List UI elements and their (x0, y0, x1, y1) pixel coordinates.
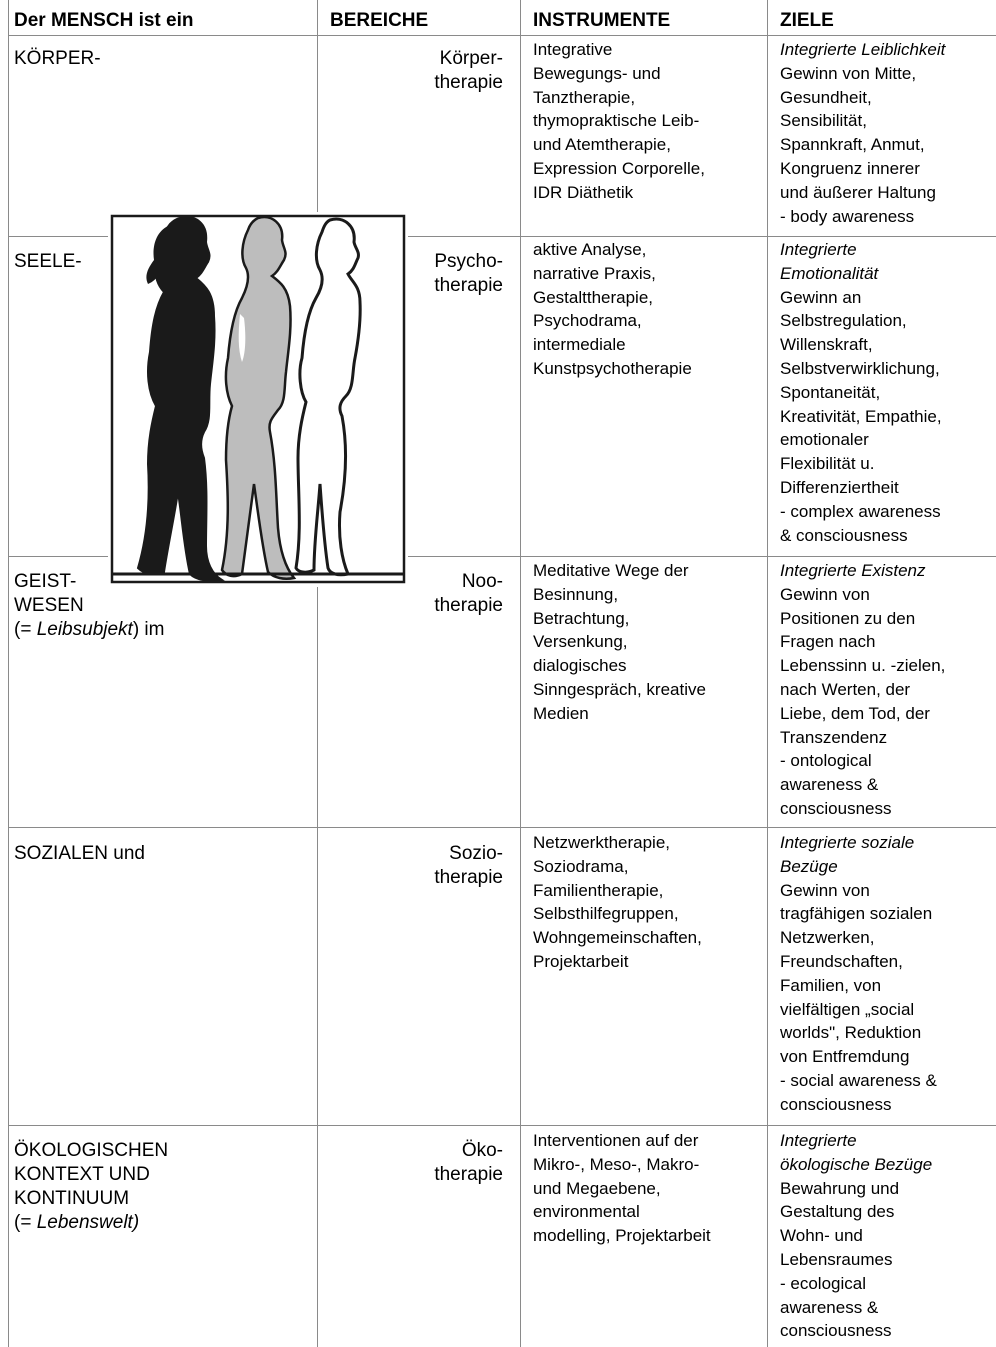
instrument-line: Gestalttherapie, (533, 287, 654, 307)
instrumente-geist (533, 559, 763, 726)
bereich-koerpertherapie (353, 47, 503, 95)
header-divider (8, 35, 996, 36)
ziel-line: Kreativität, Empathie, (780, 406, 942, 426)
ziel-line: Familien, von (780, 975, 882, 995)
col-divider-1b (317, 587, 318, 1347)
ziel-line: Spannkraft, Anmut, (780, 135, 925, 155)
mensch-sozialen (14, 842, 145, 866)
ziel-line: Netzwerken, (780, 928, 875, 948)
instrument-line: Mikro-, Meso-, Makro- (533, 1154, 700, 1174)
bereich-line: Öko- (461, 1140, 503, 1161)
instrumente-koerper (533, 38, 763, 205)
ziel-line: Freundschaften, (780, 951, 903, 971)
instrumente-oekologischen (533, 1129, 763, 1248)
mensch-extra-prefix: (= (14, 619, 37, 640)
ziel-line: Willenskraft, (780, 335, 873, 355)
ziel-title: ökologische Bezüge (780, 1154, 933, 1174)
ziel-line: consciousness (780, 1094, 892, 1114)
bereich-line: Körper- (439, 48, 503, 69)
instrument-line: Netzwerktherapie, (533, 833, 671, 852)
ziel-line: - social awareness & (780, 1070, 937, 1090)
ziel-line: Selbstverwirklichung, (780, 358, 940, 378)
ziel-line: Gestaltung des (780, 1202, 895, 1222)
instrument-line: Expression Corporelle, (533, 158, 705, 178)
ziel-line: Liebe, dem Tod, der (780, 703, 930, 723)
header-mensch: Der MENSCH ist ein (14, 10, 194, 31)
bereich-line: Sozio- (449, 843, 503, 864)
instrument-line: intermediale (533, 335, 626, 355)
ziel-line: Gewinn von (780, 584, 870, 604)
instrument-line: modelling, Projektarbeit (533, 1226, 711, 1246)
mensch-line: SOZIALEN und (14, 843, 145, 864)
ziel-title: Integrierte (780, 240, 857, 259)
bereich-line: Noo- (461, 571, 503, 592)
instrument-line: dialogisches (533, 656, 627, 676)
ziel-line: Flexibilität u. (780, 454, 875, 474)
mensch-line: WESEN (14, 595, 84, 616)
row-divider-1b (408, 236, 996, 237)
bereich-line: therapie (434, 72, 503, 93)
instrument-line: Besinnung, (533, 584, 619, 604)
mensch-extra (14, 1211, 168, 1235)
instrument-line: Wohngemeinschaften, (533, 928, 702, 948)
ziel-line: Positionen zu den (780, 608, 916, 628)
bereich-line: therapie (434, 275, 503, 296)
mensch-line: SEELE- (14, 251, 82, 272)
header-bereiche: BEREICHE (330, 10, 429, 31)
instrument-line: Projektarbeit (533, 951, 629, 971)
mensch-koerper (14, 47, 101, 71)
instrumente-sozialen (533, 831, 763, 974)
ziel-line: Gesundheit, (780, 87, 872, 107)
ziel-line: vielfältigen „social (780, 999, 915, 1019)
bereich-line: therapie (434, 1164, 503, 1185)
instrument-line: aktive Analyse, (533, 240, 647, 259)
row-divider-3 (8, 827, 996, 828)
ziele-seele (780, 238, 994, 547)
ziel-line: - ecological (780, 1273, 866, 1293)
instrument-line: und Megaebene, (533, 1178, 661, 1198)
ziel-line: Wohn- und (780, 1226, 863, 1246)
mensch-line: KONTEXT UND (14, 1164, 150, 1185)
instrument-line: Sinngespräch, kreative (533, 679, 706, 699)
instrument-line: environmental (533, 1202, 640, 1222)
mensch-extra-italic: Leibsubjekt (36, 619, 133, 640)
ziel-line: awareness & (780, 775, 879, 795)
instrumente-seele (533, 238, 763, 381)
white-silhouette (296, 219, 360, 575)
bereich-line: therapie (434, 595, 503, 616)
ziel-line: Fragen nach (780, 632, 876, 652)
ziel-title: Integrierte (780, 1131, 857, 1150)
bereich-soziotherapie (353, 842, 503, 890)
mensch-extra-suffix: ) im (132, 619, 165, 640)
instrument-line: Psychodrama, (533, 311, 642, 331)
ziel-line: tragfähigen sozialen (780, 904, 933, 924)
ziel-line: - complex awareness (780, 501, 941, 521)
ziel-line: & consciousness (780, 525, 908, 545)
instrument-line: Kunstpsychotherapie (533, 358, 692, 378)
ziel-line: Gewinn an (780, 287, 862, 307)
instrument-line: Interventionen auf der (533, 1131, 699, 1150)
ziel-line: Kongruenz innerer (780, 158, 920, 178)
instrument-line: Integrative (533, 40, 613, 59)
ziel-line: consciousness (780, 1321, 892, 1341)
ziel-line: Selbstregulation, (780, 311, 907, 331)
ziel-line: Sensibilität, (780, 111, 867, 131)
mensch-line: GEIST- (14, 571, 77, 592)
instrument-line: thymopraktische Leib- (533, 111, 700, 131)
ziel-line: Bewahrung und (780, 1178, 900, 1198)
ziel-title: Bezüge (780, 856, 838, 876)
mensch-extra-italic: Lebenswelt) (36, 1212, 140, 1233)
ziel-title: Emotionalität (780, 263, 879, 283)
left-border (8, 0, 9, 1347)
ziel-line: Lebensraumes (780, 1249, 893, 1269)
mensch-line: ÖKOLOGISCHEN (14, 1140, 169, 1161)
mensch-extra (14, 618, 164, 642)
ziel-line: - body awareness (780, 206, 915, 226)
ziel-line: worlds", Reduktion (780, 1023, 922, 1043)
grey-silhouette (222, 217, 294, 579)
ziel-line: awareness & (780, 1297, 879, 1317)
ziel-line: Transzendenz (780, 727, 888, 747)
col-divider-2 (520, 0, 521, 1347)
ziel-line: emotionaler (780, 430, 869, 450)
ziel-title: Integrierte soziale (780, 833, 915, 852)
mensch-oekologischen (14, 1139, 168, 1235)
bereich-line: Psycho- (434, 251, 503, 272)
ziel-line: von Entfremdung (780, 1047, 910, 1067)
instrument-line: Soziodrama, (533, 856, 629, 876)
instrument-line: Bewegungs- und (533, 63, 661, 83)
three-human-silhouettes-icon (108, 212, 408, 587)
ziele-geist (780, 559, 994, 821)
col-divider-3 (767, 0, 768, 1347)
mensch-line: KONTINUUM (14, 1188, 130, 1209)
ziel-line: - ontological (780, 751, 872, 771)
mensch-seele (14, 250, 82, 274)
ziel-title: Integrierte Existenz (780, 561, 926, 580)
ziel-line: Differenziertheit (780, 477, 899, 497)
instrument-line: Selbsthilfegruppen, (533, 904, 679, 924)
col-divider-1a (317, 0, 318, 212)
instrument-line: Betrachtung, (533, 608, 630, 628)
mensch-line: KÖRPER- (14, 48, 101, 69)
row-divider-1 (8, 236, 108, 237)
ziel-line: Lebenssinn u. -zielen, (780, 656, 946, 676)
ziel-line: Gewinn von Mitte, (780, 63, 917, 83)
ziel-line: Gewinn von (780, 880, 870, 900)
ziel-line: und äußerer Haltung (780, 182, 936, 202)
mensch-extra-prefix: (= (14, 1212, 37, 1233)
header-ziele: ZIELE (780, 10, 834, 31)
row-divider-4 (8, 1125, 996, 1126)
instrument-line: und Atemtherapie, (533, 135, 671, 155)
instrument-line: Meditative Wege der (533, 561, 689, 580)
ziel-line: consciousness (780, 798, 892, 818)
instrument-line: Medien (533, 703, 589, 723)
instrument-line: Versenkung, (533, 632, 628, 652)
instrument-line: narrative Praxis, (533, 263, 656, 283)
bereich-line: therapie (434, 867, 503, 888)
instrument-line: IDR Diäthetik (533, 182, 634, 202)
ziel-title: Integrierte Leiblichkeit (780, 40, 946, 59)
ziele-sozialen (780, 831, 994, 1117)
ziel-line: Spontaneität, (780, 382, 881, 402)
ziele-koerper (780, 38, 994, 228)
ziele-oekologischen (780, 1129, 994, 1343)
row-divider-2b (408, 556, 996, 557)
ziel-line: nach Werten, der (780, 679, 911, 699)
human-silhouettes-figure (108, 212, 408, 587)
header-instrumente: INSTRUMENTE (533, 10, 671, 31)
instrument-line: Tanztherapie, (533, 87, 636, 107)
row-divider-2 (8, 556, 108, 557)
instrument-line: Familientherapie, (533, 880, 664, 900)
bereich-oekotherapie (353, 1139, 503, 1187)
